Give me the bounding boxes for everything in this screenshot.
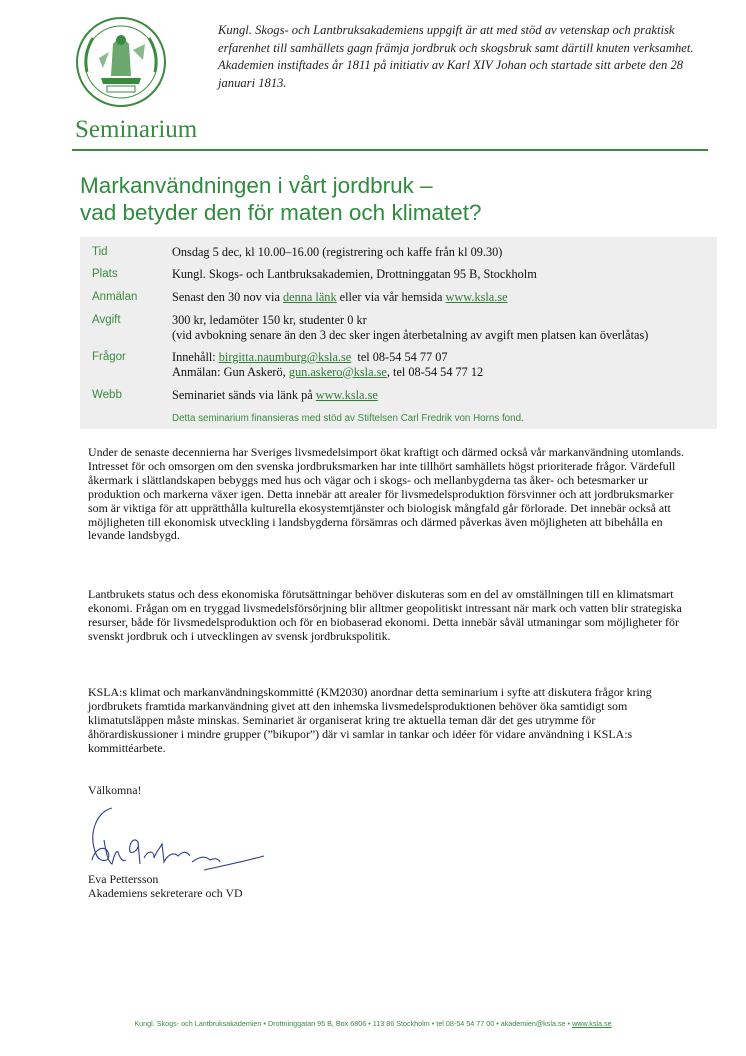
info-label-tid: Tid (92, 246, 108, 258)
footer-address: Kungl. Skogs- och Lantbruksakademien • Drottninggatan 95 B, Box 6806 • 113 86 Stockholm • tel 08-54 54 77 00 • akademien@ksla.se • (134, 1019, 573, 1028)
page-footer (0, 1019, 746, 1028)
info-value-plats: Kungl. Skogs- och Lantbruksakademien, Drottninggatan 95 B, Stockholm (172, 267, 537, 281)
seminar-title-line-1: Markanvändningen i vårt jordbruk – (80, 173, 433, 198)
body-paragraph-1: Under de senaste decennierna har Sveriges livsmedelsimport ökat kraftigt och därmed också vår markanvändning utomlands. Intresset för och omsorgen om den svenska jordbruksmarken har inte tillhört samhällets högst prioriterade frågor. Värdefull åkermark i slättlandskapen bebyggs med hus och vägar och i skogs- och mellanbygderna tas åker- och betesmarker ur produktion och markerna växer igen. Detta innebär att arealer för livsmedelsproduktion försvinner och att jordbruksmarker som är viktiga för att upprätthålla kulturella ekosystemtjänster och biologisk mångfald går förlorade. Det innebär också att möjligheten till ekonomisk utveckling i landsbygderna försämras och därmed påverkas även möjligheten att bibehålla en levande landsbygd. (88, 445, 684, 543)
funding-note: Detta seminarium finansieras med stöd av Stiftelsen Carl Fredrik von Horns fond. (172, 413, 524, 424)
fragor-registration-prefix: Anmälan: Gun Askerö, (172, 364, 289, 379)
webb-prefix: Seminariet sänds via länk på (172, 388, 316, 402)
signer-block (88, 872, 243, 900)
body-paragraph-2: Lantbrukets status och dess ekonomiska förutsättningar behöver diskuteras som en del av omställningen till en klimatsmart ekonomi. Frågan om en tryggad livsmedelsförsörjning blir alltmer geopolitiskt intressant när mark och vatten blir strategiska resurser, både för livsmedelsproduktion och för en biobaserad ekonomi. Detta innebär såväl utmaningar som möjligheter för svenskt jordbruk och i utvecklingen av svensk jordbrukspolitik. (88, 587, 682, 643)
info-value-fragor (172, 350, 717, 379)
avgift-line-1: 300 kr, ledamöter 150 kr, studenter 0 kr (172, 313, 367, 327)
footer-website-link[interactable]: www.ksla.se (572, 1019, 612, 1028)
seminar-title-line-2: vad betyder den för maten och klimatet? (80, 200, 482, 225)
registration-link[interactable]: denna länk (283, 290, 337, 304)
info-value-tid: Onsdag 5 dec, kl 10.00–16.00 (registrering och kaffe från kl 09.30) (172, 245, 503, 259)
fragor-line-2 (172, 365, 717, 380)
anmalan-middle: eller via vår hemsida (336, 290, 446, 304)
info-label-anmalan: Anmälan (92, 291, 138, 303)
info-label-plats: Plats (92, 268, 118, 280)
body-paragraph-3: KSLA:s klimat och markanvändningskommitté (KM2030) anordnar detta seminarium i syfte att diskutera frågor kring jordbrukets framtida markanvändning givet att den inhemska livsmedelsproduktionen behöver öka samtidigt som klimatutsläppen måste minskas. Seminariet är organiserat kring tre aktuella teman där det ges utrymme för åhörardiskussioner i mindre grupper (”bikupor”) där vi samlar in tankar och idéer för vidare användning i KSLA:s kommittéarbete. (88, 685, 652, 755)
info-value-webb (172, 388, 717, 403)
info-value-avgift (172, 313, 717, 342)
welcome-text: Välkomna! (88, 783, 142, 797)
signer-name: Eva Pettersson (88, 872, 159, 886)
content-phone: tel 08-54 54 77 07 (351, 350, 448, 364)
content-email-link[interactable]: birgitta.naumburg@ksla.se (218, 350, 352, 364)
signer-role: Akademiens sekreterare och VD (88, 886, 243, 900)
section-title: Seminarium (75, 116, 198, 143)
section-divider (72, 149, 708, 151)
seminar-title (80, 172, 720, 226)
fragor-content-prefix: Innehåll: (172, 350, 219, 364)
seminar-info-box (80, 237, 717, 429)
info-label-fragor: Frågor (92, 351, 126, 363)
info-label-webb: Webb (92, 389, 122, 401)
info-value-anmalan (172, 290, 717, 305)
avgift-line-2: (vid avbokning senare än den 3 dec sker ingen återbetalning av avgift men platsen kan överlåtas) (172, 327, 649, 342)
ksla-seal-logo-icon (73, 14, 169, 110)
academy-intro-text: Kungl. Skogs- och Lantbruksakademiens uppgift är att med stöd av vetenskap och praktisk erfarenhet till samhällets gagn främja jordbruk och skogsbruk samt därtill knuten verksamhet. Akademien instiftades år 1811 på initiativ av Karl XIV Johan och startade sitt arbete den 28 januari 1813. (218, 23, 694, 90)
registration-phone: , tel 08-54 54 77 12 (386, 364, 484, 379)
fragor-line-1 (172, 350, 717, 365)
info-label-avgift: Avgift (92, 314, 121, 326)
website-link[interactable]: www.ksla.se (445, 290, 508, 304)
handwritten-signature (82, 800, 282, 875)
registration-email-link[interactable]: gun.askero@ksla.se (288, 364, 387, 379)
anmalan-prefix: Senast den 30 nov via (172, 290, 283, 304)
stream-website-link[interactable]: www.ksla.se (315, 388, 378, 402)
